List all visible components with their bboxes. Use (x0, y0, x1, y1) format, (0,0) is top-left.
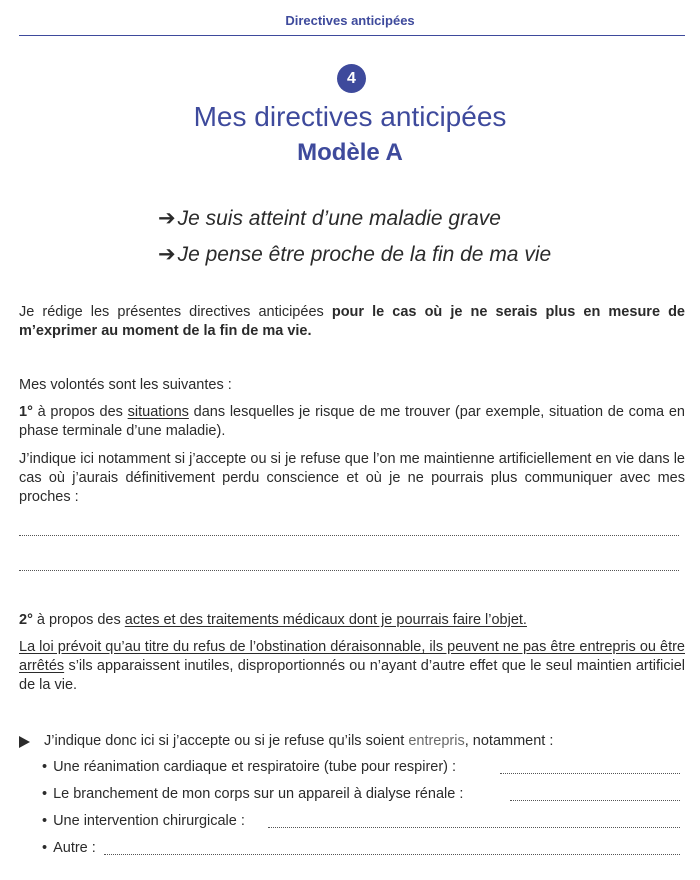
intro-bold-text: pour le cas où je ne serais plus en mesure de m’exprimer au moment de la fin de ma vie. (19, 304, 685, 339)
wishes-label: Mes volontés sont les suivantes : (19, 377, 232, 393)
triangle-bullet-icon (19, 736, 30, 748)
bullet-label: Le branchement de mon corps sur un appareil à dialyse rénale : (53, 786, 464, 802)
item-1-paragraph (19, 403, 685, 441)
item-1-number: 1° (19, 404, 33, 420)
answer-fill-reanimation[interactable] (500, 773, 680, 774)
law-paragraph (19, 638, 685, 695)
bullet-item-dialyse (42, 786, 463, 802)
statement-2 (158, 242, 551, 267)
bullet-item-autre (42, 840, 96, 856)
indicate-pre: J’indique donc ici si j’accepte ou si je refuse qu’ils soient (44, 733, 409, 749)
arrow-right-icon: ➔ (158, 207, 176, 230)
statement-1-text: Je suis atteint d’une maladie grave (177, 207, 501, 230)
intro-paragraph (19, 303, 685, 341)
bullet-item-chirurgie (42, 813, 245, 829)
item-1-underlined: situations (127, 404, 189, 420)
intro-text: Je rédige les présentes directives anticipées (19, 304, 332, 320)
indicate-line (44, 732, 684, 751)
item-2-pre: à propos des (32, 612, 125, 628)
section-title: Mes directives anticipées (193, 101, 507, 132)
bullet-label: Une intervention chirurgicale : (53, 813, 245, 829)
answer-line-2[interactable] (19, 570, 679, 571)
bullet-dot: • (42, 759, 48, 775)
model-title: Modèle A (297, 139, 403, 166)
bullet-dot: • (42, 786, 48, 802)
header-rule (19, 35, 685, 36)
law-underlined: La loi prévoit qu’au titre du refus de l’obstination déraisonnable, ils peuvent ne pas être entrepris ou être arrêtés (19, 639, 685, 674)
item-2-underlined: actes et des traitements médicaux dont je pourrais faire l’objet. (124, 612, 527, 628)
answer-fill-dialyse[interactable] (510, 800, 680, 801)
item-2-number: 2° (19, 612, 33, 628)
answer-line-1[interactable] (19, 535, 679, 536)
indicate-entrepris: entrepris (408, 733, 465, 749)
indicate-post: , notamment : (464, 733, 554, 749)
bullet-dot: • (42, 840, 48, 856)
bullet-label: Une réanimation cardiaque et respiratoire (tube pour respirer) : (53, 759, 457, 775)
arrow-right-icon: ➔ (158, 243, 176, 266)
bullet-label: Autre : (53, 840, 96, 856)
item-1-post: dans lesquelles je risque de me trouver (par exemple, situation de coma en phase terminale d’une maladie). (19, 404, 685, 439)
item-1-detail: J’indique ici notamment si j’accepte ou si je refuse que l’on me maintienne artificiellement en vie dans le cas où j’aurais définitivement perdu conscience et où je ne pourrais plus communiquer avec mes proches : (19, 451, 685, 505)
running-header: Directives anticipées (285, 13, 415, 28)
statement-1 (158, 206, 501, 231)
answer-fill-chirurgie[interactable] (268, 827, 680, 828)
section-number-badge: 4 (337, 64, 366, 93)
item-1-pre: à propos des (32, 404, 128, 420)
item-2-paragraph (19, 611, 685, 630)
law-rest: s’ils apparaissent inutiles, disproportionnés ou n’ayant d’autre effet que le seul maintien artificiel de la vie. (19, 658, 685, 693)
statement-2-text: Je pense être proche de la fin de ma vie (177, 243, 552, 266)
answer-fill-autre[interactable] (104, 854, 680, 855)
bullet-item-reanimation (42, 759, 456, 775)
bullet-dot: • (42, 813, 48, 829)
